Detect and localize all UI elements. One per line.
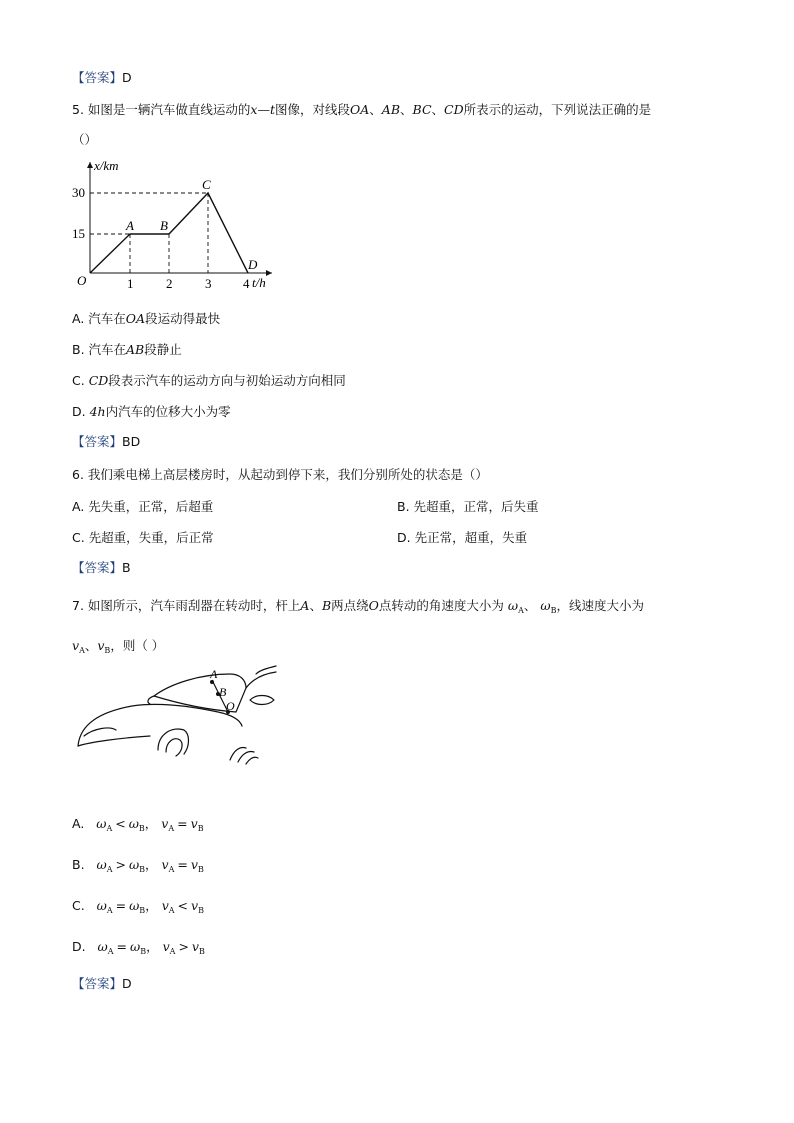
- option-math: OA: [125, 311, 146, 326]
- stem-text: 所表示的运动，下列说法正确的是: [463, 102, 652, 117]
- q6-option-a[interactable]: A. 先失重，正常，后超重: [72, 499, 214, 514]
- option-label: C.: [72, 898, 85, 913]
- option-math: CD: [88, 373, 109, 388]
- x-tick-1: 1: [127, 276, 134, 291]
- q5-option-b[interactable]: [72, 340, 182, 358]
- answer-label: 【答案】: [72, 560, 123, 575]
- answer-value: D: [122, 976, 132, 991]
- question-6-stem: 6. 我们乘电梯上高层楼房时，从起动到停下来，我们分别所处的状态是（）: [72, 467, 488, 482]
- separator: 、: [400, 102, 413, 117]
- guide-lines: [90, 193, 208, 273]
- q5-option-c[interactable]: [72, 371, 346, 389]
- omega-b: $\omega_B$: [540, 598, 557, 615]
- figure-label-o: O: [226, 699, 235, 713]
- option-text: D.: [72, 404, 86, 419]
- option-math: 4h: [89, 404, 106, 419]
- stem-text: 7. 如图所示，汽车雨刮器在转动时，杆上: [72, 598, 301, 613]
- stem-text: 两点绕: [331, 598, 369, 613]
- point-d-label: D: [248, 257, 258, 272]
- separator: 、: [431, 102, 445, 117]
- answer-label: 【答案】: [72, 976, 123, 991]
- q5-option-a[interactable]: [72, 309, 220, 327]
- option-text: 内汽车的位移大小为零: [105, 404, 231, 419]
- figure-label-a: A: [210, 667, 218, 681]
- option-label: D.: [72, 939, 86, 954]
- question-7-stem-line2: [72, 636, 164, 655]
- segment-bc: BC: [412, 102, 432, 117]
- rear-arc-2: [238, 751, 254, 762]
- x-tick-2: 2: [166, 276, 173, 291]
- omega-a: $\omega_A$: [507, 598, 524, 615]
- q5-option-d[interactable]: [72, 402, 231, 420]
- q7-option-a[interactable]: A. $\omega_A < \omega_B$， $v_A = v_B$: [72, 816, 204, 833]
- figure-label-b: B: [219, 685, 227, 699]
- front-wheel: [158, 729, 189, 754]
- answer-line-q6: [72, 558, 131, 576]
- option-text: C.: [72, 373, 85, 388]
- origin-label: O: [77, 273, 87, 288]
- roof-line: [246, 672, 276, 688]
- car-wiper-figure: [70, 662, 285, 770]
- point-c-label: C: [202, 177, 211, 192]
- separator: 、: [309, 598, 322, 613]
- stem-text: 点转动的角速度大小为: [378, 598, 504, 613]
- front-wheel-inner: [166, 739, 182, 756]
- answer-line-q5: [72, 432, 140, 450]
- xt-curve: [90, 193, 248, 273]
- stem-text: 图像，对线段: [274, 102, 350, 117]
- question-5-stem: [72, 100, 651, 118]
- option-math: AB: [126, 342, 145, 357]
- q6-option-c[interactable]: C. 先超重，失重，后正常: [72, 530, 214, 545]
- v-a: $v_A$: [72, 638, 85, 655]
- question-7-stem: [72, 596, 644, 615]
- stem-text: ，则（ ）: [110, 638, 165, 653]
- point-b-label: B: [160, 218, 168, 233]
- option-label: B.: [72, 857, 85, 872]
- q7-option-c[interactable]: C. $\omega_A = \omega_B$， $v_A < v_B$: [72, 898, 204, 915]
- side-mirror: [250, 696, 274, 705]
- separator: 、: [369, 102, 382, 117]
- question-5-paren: （）: [72, 132, 98, 147]
- point-a-label: A: [126, 218, 134, 233]
- segment-oa: OA: [350, 102, 370, 117]
- x-tick-4: 4: [243, 276, 250, 291]
- rear-arc-3: [246, 757, 258, 764]
- point-b: B: [321, 598, 332, 613]
- answer-value: BD: [122, 434, 141, 449]
- v-b: $v_B$: [97, 638, 111, 655]
- stem-text: 5. 如图是一辆汽车做直线运动的: [72, 102, 251, 117]
- option-text: B. 汽车在: [72, 342, 127, 357]
- q6-option-d[interactable]: D. 先正常，超重，失重: [397, 530, 528, 545]
- stem-math: x—t: [250, 102, 275, 117]
- y-tick-30: 30: [72, 185, 85, 200]
- option-text: 段运动得最快: [145, 311, 221, 326]
- answer-value: D: [122, 70, 132, 85]
- answer-label: 【答案】: [72, 70, 123, 85]
- option-text: 段静止: [144, 342, 182, 357]
- segment-ab: AB: [381, 102, 401, 117]
- point-a: A: [300, 598, 310, 613]
- point-o: O: [368, 598, 379, 613]
- answer-label: 【答案】: [72, 434, 123, 449]
- option-text: A. 汽车在: [72, 311, 126, 326]
- car-front-lower: [78, 736, 150, 746]
- q7-option-d[interactable]: D. $\omega_A = \omega_B$， $v_A > v_B$: [72, 939, 205, 956]
- x-tick-3: 3: [205, 276, 212, 291]
- xt-graph: [72, 156, 282, 292]
- segment-cd: CD: [444, 102, 464, 117]
- separator: 、: [84, 638, 98, 653]
- headlight: [84, 728, 116, 736]
- option-text: 段表示汽车的运动方向与初始运动方向相同: [108, 373, 346, 388]
- separator: 、: [523, 598, 537, 613]
- answer-line-q4: [72, 68, 132, 86]
- answer-value: B: [122, 560, 131, 575]
- q7-option-b[interactable]: B. $\omega_A > \omega_B$， $v_A = v_B$: [72, 857, 204, 874]
- y-tick-15: 15: [72, 226, 85, 241]
- option-label: A.: [72, 816, 85, 831]
- x-axis-label: t/h: [252, 275, 266, 290]
- answer-line-q7: [72, 974, 132, 992]
- q6-option-b[interactable]: B. 先超重，正常，后失重: [397, 499, 539, 514]
- stem-text: ，线速度大小为: [556, 598, 644, 613]
- y-axis-label: x/km: [94, 158, 119, 173]
- windshield-edge: [148, 696, 154, 704]
